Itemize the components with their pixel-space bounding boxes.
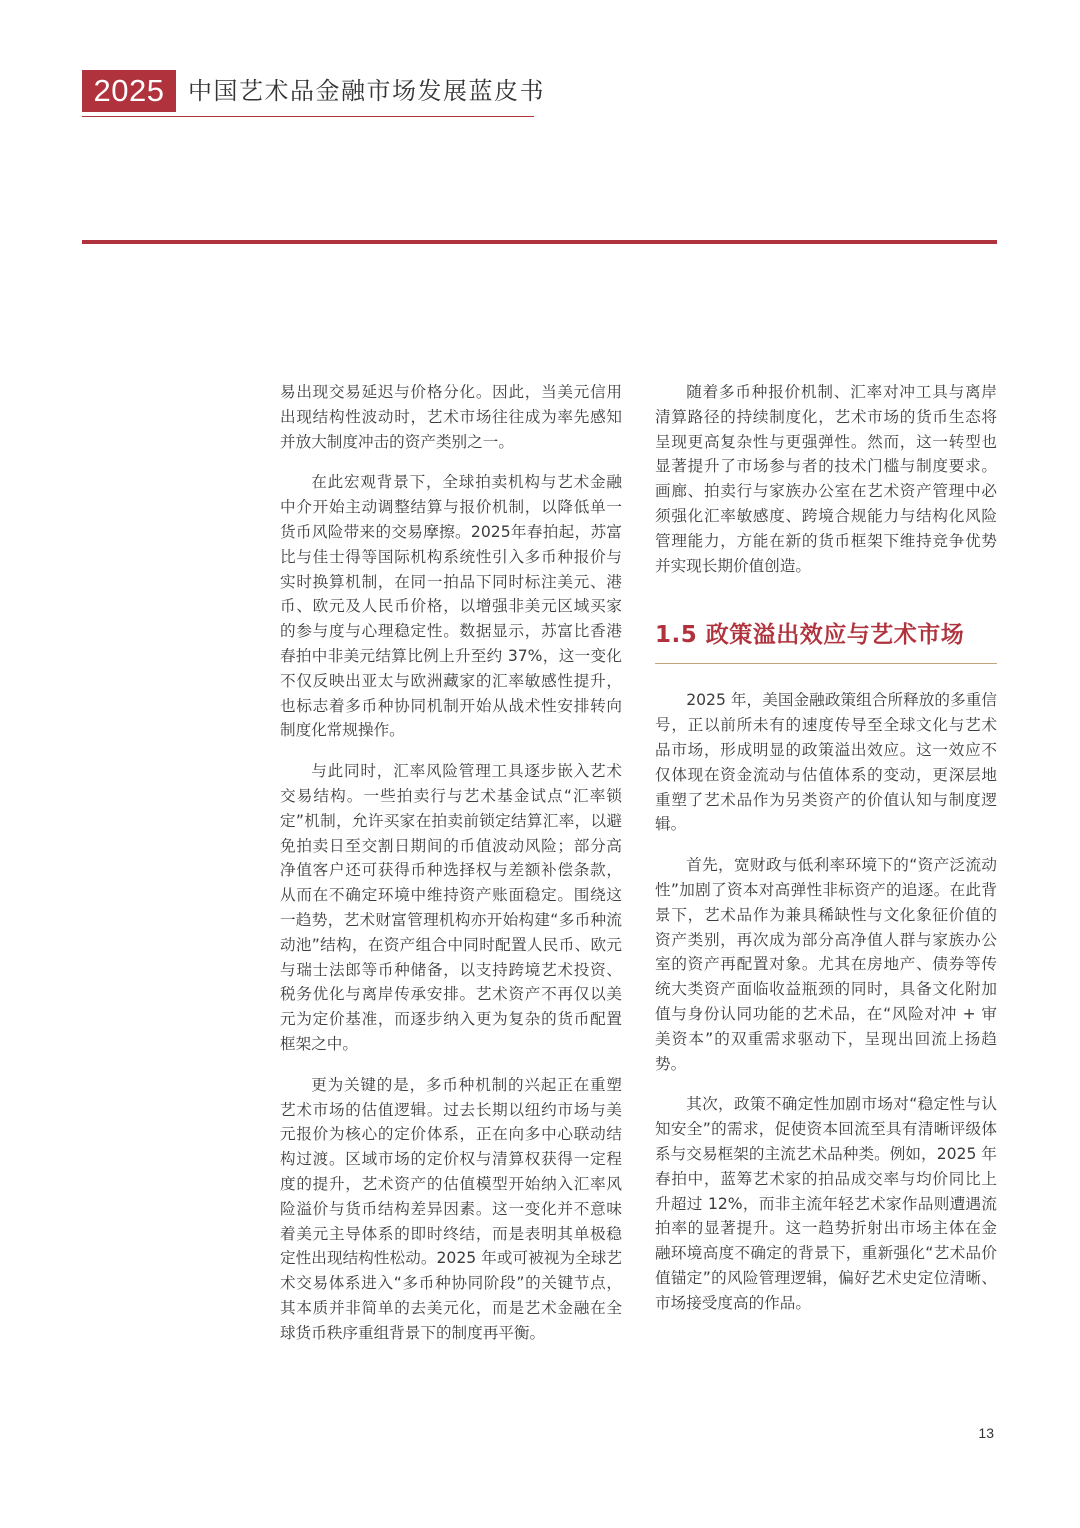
body-paragraph: 在此宏观背景下，全球拍卖机构与艺术金融中介开始主动调整结算与报价机制，以降低单一货币风险带来的交易摩擦。2025年春拍起，苏富比与佳士得等国际机构系统性引入多币种报价与实时换算机制，在同一拍品下同时标注美元、港币、欧元及人民币价格，以增强非美元区域买家的参与度与心理稳定性。数据显示，苏富比香港春拍中非美元结算比例上升至约 37%，这一变化不仅反映出亚太与欧洲藏家的汇率敏感性提升，也标志着多币种协同机制开始从战术性安排转向制度化常规操作。: [280, 473, 622, 740]
left-text-column: [280, 380, 622, 1345]
header-year-badge: 2025: [82, 70, 176, 112]
top-divider-rule: [82, 240, 997, 244]
header-book-title: 中国艺术品金融市场发展蓝皮书: [188, 77, 545, 105]
body-paragraph: 随着多币种报价机制、汇率对冲工具与离岸清算路径的持续制度化，艺术市场的货币生态将呈现更高复杂性与更强弹性。然而，这一转型也显著提升了市场参与者的技术门槛与制度要求。画廊、拍卖行与家族办公室在艺术资产管理中必须强化汇率敏感度、跨境合规能力与结构化风险管理能力，方能在新的货币框架下维持竞争优势并实现长期价值创造。: [655, 383, 997, 575]
page-number: 13: [978, 1425, 994, 1441]
running-header: [82, 70, 545, 117]
right-text-column: [655, 380, 997, 1316]
body-paragraph: 易出现交易延迟与价格分化。因此，当美元信用出现结构性波动时，艺术市场往往成为率先感知并放大制度冲击的资产类别之一。: [280, 383, 622, 451]
body-paragraph: 其次，政策不确定性加剧市场对“稳定性与认知安全”的需求，促使资本回流至具有清晰评级体系与交易框架的主流艺术品种类。例如，2025 年春拍中，蓝筹艺术家的拍品成交率与均价同比上升超过 12%，而非主流年轻艺术家作品则遭遇流拍率的显著提升。这一趋势折射出市场主体在金融环境高度不确定的背景下，重新强化“艺术品价值锚定”的风险管理逻辑，偏好艺术史定位清晰、市场接受度高的作品。: [655, 1095, 997, 1312]
body-paragraph: 与此同时，汇率风险管理工具逐步嵌入艺术交易结构。一些拍卖行与艺术基金试点“汇率锁定”机制，允许买家在拍卖前锁定结算汇率，以避免拍卖日至交割日期间的币值波动风险；部分高净值客户还可获得币种选择权与差额补偿条款，从而在不确定环境中维持资产账面稳定。围绕这一趋势，艺术财富管理机构亦开始构建“多币种流动池”结构，在资产组合中同时配置人民币、欧元与瑞士法郎等币种储备，以支持跨境艺术投资、税务优化与离岸传承安排。艺术资产不再仅以美元为定价基准，而逐步纳入更为复杂的货币配置框架之中。: [280, 762, 622, 1053]
body-paragraph: 首先，宽财政与低利率环境下的“资产泛流动性”加剧了资本对高弹性非标资产的追逐。在此背景下，艺术品作为兼具稀缺性与文化象征价值的资产类别，再次成为部分高净值人群与家族办公室的资产再配置对象。尤其在房地产、债券等传统大类资产面临收益瓶颈的同时，具备文化附加值与身份认同功能的艺术品，在“风险对冲 + 审美资本”的双重需求驱动下，呈现出回流上扬趋势。: [655, 856, 997, 1073]
body-paragraph: 更为关键的是，多币种机制的兴起正在重塑艺术市场的估值逻辑。过去长期以纽约市场与美元报价为核心的定价体系，正在向多中心联动结构过渡。区域市场的定价权与清算权获得一定程度的提升，艺术资产的估值模型开始纳入汇率风险溢价与货币结构差异因素。这一变化并不意味着美元主导体系的即时终结，而是表明其单极稳定性出现结构性松动。2025 年或可被视为全球艺术交易体系进入“多币种协同阶段”的关键节点，其本质并非简单的去美元化，而是艺术金融在全球货币秩序重组背景下的制度再平衡。: [280, 1075, 622, 1342]
section-heading: 1.5 政策溢出效应与艺术市场: [655, 619, 997, 664]
body-paragraph: 2025 年，美国金融政策组合所释放的多重信号，正以前所未有的速度传导至全球文化与艺术品市场，形成明显的政策溢出效应。这一效应不仅体现在资金流动与估值体系的变动，更深层地重塑了艺术品作为另类资产的价值认知与制度逻辑。: [655, 691, 997, 834]
